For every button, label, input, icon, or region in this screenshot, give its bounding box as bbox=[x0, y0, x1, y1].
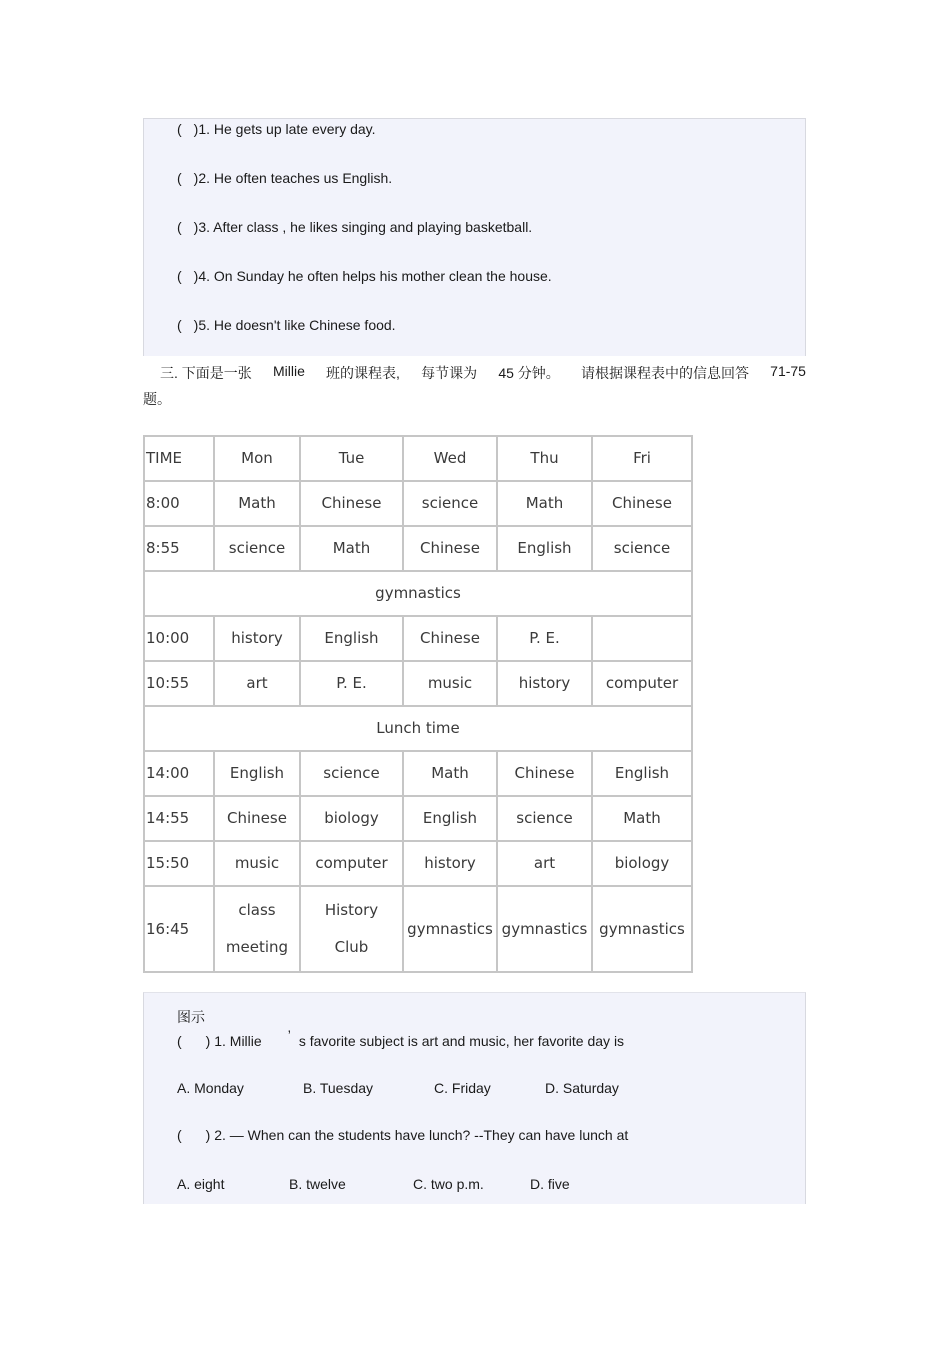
timetable-row-1000 bbox=[144, 616, 692, 661]
subject-cell: Math bbox=[214, 481, 300, 526]
answer-paren[interactable]: ( bbox=[177, 1033, 182, 1049]
subject-cell: Math bbox=[497, 481, 592, 526]
timetable-row-1645 bbox=[144, 886, 692, 972]
timetable-row-1400 bbox=[144, 751, 692, 796]
answer-paren[interactable]: ( bbox=[177, 121, 182, 137]
time-cell: 14:00 bbox=[144, 751, 214, 796]
intro-part: 请根据课程表中的信息回答 bbox=[580, 365, 749, 381]
answer-paren[interactable]: ( bbox=[177, 317, 182, 333]
statement-3 bbox=[177, 219, 532, 235]
timetable-row-800 bbox=[144, 481, 692, 526]
subject-cell: Chinese bbox=[300, 481, 403, 526]
subject-cell: Chinese bbox=[497, 751, 592, 796]
header-fri: Fri bbox=[592, 436, 692, 481]
question-text: s favorite subject is art and music, her favorite day is bbox=[298, 1033, 625, 1049]
subject-cell: Math bbox=[592, 796, 692, 841]
subject-cell: music bbox=[403, 661, 497, 706]
option-d[interactable]: D. five bbox=[530, 1176, 570, 1192]
statement-text: )1. He gets up late every day. bbox=[193, 121, 376, 137]
option-a[interactable]: A. eight bbox=[177, 1176, 225, 1192]
section-3-instructions bbox=[160, 363, 806, 383]
subject-cell: art bbox=[497, 841, 592, 886]
option-b[interactable]: B. twelve bbox=[289, 1176, 346, 1192]
subject-cell: computer bbox=[300, 841, 403, 886]
class-timetable bbox=[143, 435, 693, 973]
subject-cell: Chinese bbox=[592, 481, 692, 526]
subject-cell-history-club bbox=[300, 886, 403, 972]
subject-cell: biology bbox=[300, 796, 403, 841]
questions-panel bbox=[143, 992, 806, 1204]
timetable-lunch-row bbox=[144, 706, 692, 751]
subject-cell: gymnastics bbox=[592, 886, 692, 972]
answer-paren[interactable]: ( bbox=[177, 268, 182, 284]
intro-part: Millie bbox=[272, 363, 305, 379]
subject-cell: gymnastics bbox=[403, 886, 497, 972]
subject-cell-empty bbox=[592, 616, 692, 661]
statement-text: )5. He doesn't like Chinese food. bbox=[193, 317, 396, 333]
time-cell: 14:55 bbox=[144, 796, 214, 841]
subject-cell: English bbox=[214, 751, 300, 796]
subject-cell: Chinese bbox=[214, 796, 300, 841]
subject-line: meeting bbox=[225, 938, 289, 956]
subject-cell-class-meeting bbox=[214, 886, 300, 972]
subject-line: History bbox=[324, 901, 379, 919]
subject-cell: history bbox=[403, 841, 497, 886]
intro-part: 班的课程表, bbox=[326, 365, 400, 381]
subject-cell: P. E. bbox=[300, 661, 403, 706]
time-cell: 8:00 bbox=[144, 481, 214, 526]
subject-cell: history bbox=[497, 661, 592, 706]
statement-5 bbox=[177, 317, 396, 333]
time-cell: 15:50 bbox=[144, 841, 214, 886]
question-2 bbox=[177, 1127, 628, 1143]
statement-2 bbox=[177, 170, 392, 186]
answer-paren[interactable]: ( bbox=[177, 170, 182, 186]
statement-1 bbox=[177, 121, 376, 137]
subject-cell: English bbox=[300, 616, 403, 661]
subject-cell: history bbox=[214, 616, 300, 661]
question-1 bbox=[177, 1027, 625, 1049]
option-d[interactable]: D. Saturday bbox=[545, 1080, 619, 1096]
subject-cell: Math bbox=[300, 526, 403, 571]
subject-cell: science bbox=[214, 526, 300, 571]
timetable-row-855 bbox=[144, 526, 692, 571]
subject-cell: science bbox=[403, 481, 497, 526]
intro-part: 每节课为 bbox=[421, 365, 478, 381]
answer-paren[interactable]: ( bbox=[177, 1127, 182, 1143]
subject-cell: art bbox=[214, 661, 300, 706]
timetable-row-1055 bbox=[144, 661, 692, 706]
subject-cell: P. E. bbox=[497, 616, 592, 661]
header-mon: Mon bbox=[214, 436, 300, 481]
figure-caption: 图示 bbox=[177, 1009, 205, 1025]
subject-cell: music bbox=[214, 841, 300, 886]
subject-cell: computer bbox=[592, 661, 692, 706]
statement-text: )2. He often teaches us English. bbox=[193, 170, 393, 186]
timetable-row-1550 bbox=[144, 841, 692, 886]
timetable-break-row bbox=[144, 571, 692, 616]
subject-cell: English bbox=[403, 796, 497, 841]
section-3-instructions-end: 题。 bbox=[143, 391, 171, 407]
option-b[interactable]: B. Tuesday bbox=[303, 1080, 374, 1096]
time-cell: 16:45 bbox=[144, 886, 214, 972]
subject-cell: science bbox=[497, 796, 592, 841]
intro-part: 71-75 bbox=[770, 363, 806, 379]
time-cell: 10:00 bbox=[144, 616, 214, 661]
option-c[interactable]: C. Friday bbox=[434, 1080, 491, 1096]
subject-cell: science bbox=[300, 751, 403, 796]
intro-part: 45 分钟。 bbox=[498, 365, 560, 381]
subject-cell: gymnastics bbox=[497, 886, 592, 972]
statement-4 bbox=[177, 268, 552, 284]
subject-line: class bbox=[238, 901, 276, 919]
option-a[interactable]: A. Monday bbox=[177, 1080, 244, 1096]
break-gymnastics: gymnastics bbox=[144, 571, 692, 616]
subject-cell: Math bbox=[403, 751, 497, 796]
header-wed: Wed bbox=[403, 436, 497, 481]
time-cell: 8:55 bbox=[144, 526, 214, 571]
apostrophe: ’ bbox=[287, 1027, 291, 1043]
answer-paren[interactable]: ( bbox=[177, 219, 182, 235]
timetable-row-1455 bbox=[144, 796, 692, 841]
subject-cell: Chinese bbox=[403, 526, 497, 571]
subject-cell: Chinese bbox=[403, 616, 497, 661]
lunch-time: Lunch time bbox=[144, 706, 692, 751]
statement-text: )4. On Sunday he often helps his mother clean the house. bbox=[193, 268, 552, 284]
header-thu: Thu bbox=[497, 436, 592, 481]
time-cell: 10:55 bbox=[144, 661, 214, 706]
header-time: TIME bbox=[144, 436, 214, 481]
intro-part: 三. 下面是一张 bbox=[160, 365, 252, 381]
question-text: ) 2. — When can the students have lunch? --They can have lunch at bbox=[205, 1127, 629, 1143]
subject-cell: biology bbox=[592, 841, 692, 886]
subject-cell: science bbox=[592, 526, 692, 571]
timetable-header-row bbox=[144, 436, 692, 481]
question-number: ) 1. Millie bbox=[205, 1033, 262, 1049]
subject-cell: English bbox=[497, 526, 592, 571]
statement-text: )3. After class , he likes singing and playing basketball. bbox=[193, 219, 533, 235]
header-tue: Tue bbox=[300, 436, 403, 481]
subject-cell: English bbox=[592, 751, 692, 796]
subject-line: Club bbox=[334, 938, 369, 956]
option-c[interactable]: C. two p.m. bbox=[413, 1176, 484, 1192]
